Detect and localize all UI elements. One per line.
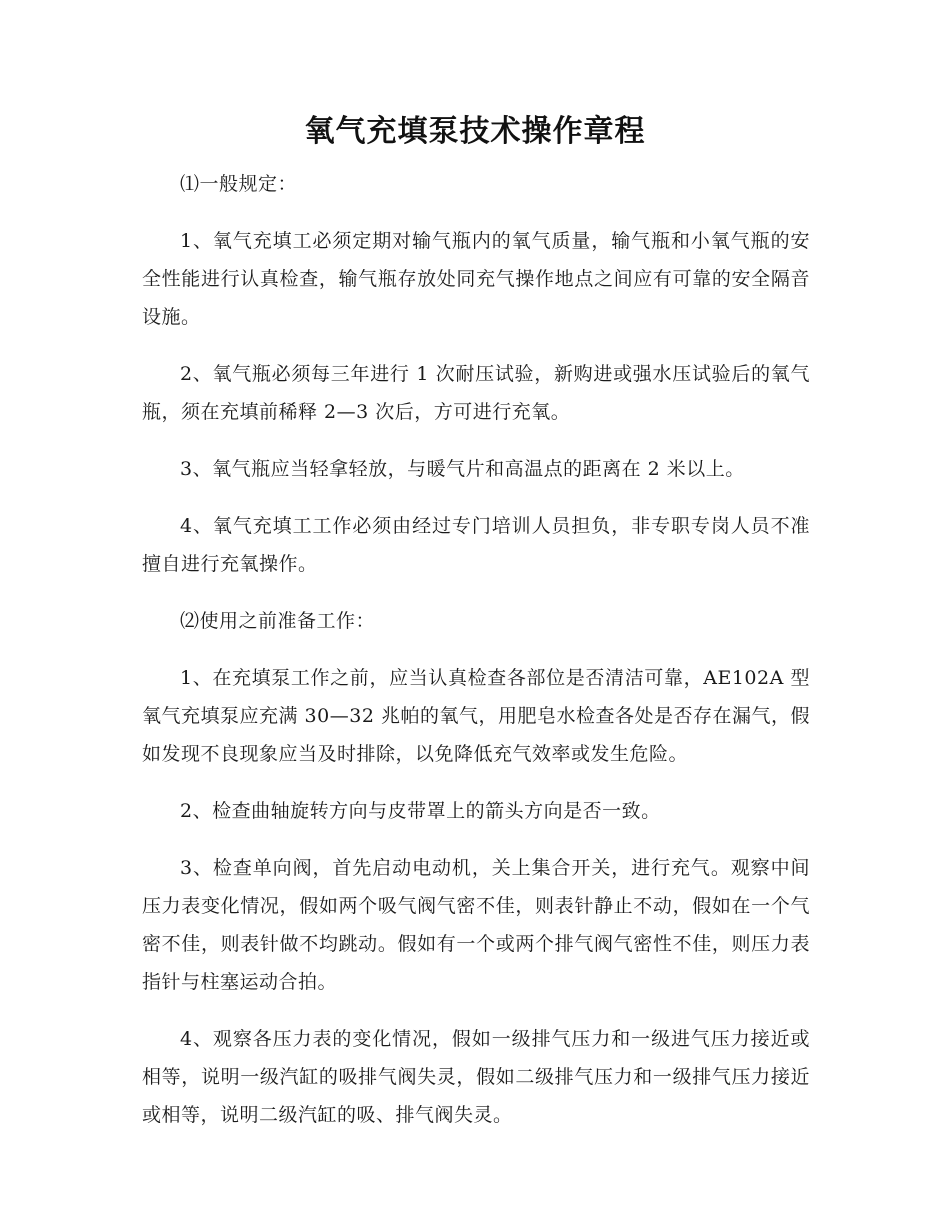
paragraph-prep-3: 3、检查单向阀，首先启动电动机，关上集合开关，进行充气。观察中间压力表变化情况，假如两个吸气阀气密不佳，则表针静止不动，假如在一个气密不佳，则表针做不均跳动。假如有一个或两个排气阀气密性不佳，则压力表指针与柱塞运动合拍。 — [142, 857, 810, 993]
section-heading-preparation: ⑵使用之前准备工作： — [180, 610, 376, 632]
document-body — [142, 165, 810, 1153]
document-title: 氧气充填泵技术操作章程 — [304, 114, 646, 149]
paragraph-prep-4: 4、观察各压力表的变化情况，假如一级排气压力和一级进气压力接近或相等，说明一级汽缸的吸排气阀失灵，假如二级排气压力和一级排气压力接近或相等，说明二级汽缸的吸、排气阀失灵。 — [142, 1028, 810, 1126]
paragraph-prep-1: 1、在充填泵工作之前，应当认真检查各部位是否清洁可靠，AE102A 型氧气充填泵应充满 30—32 兆帕的氧气，用肥皂水检查各处是否存在漏气，假如发现不良现象应当及时排除，以免降低充气效率或发生危险。 — [142, 667, 810, 765]
paragraph-general-3: 3、氧气瓶应当轻拿轻放，与暖气片和高温点的距离在 2 米以上。 — [180, 458, 745, 480]
section-heading-general: ⑴一般规定： — [180, 173, 298, 195]
paragraph-general-1: 1、氧气充填工必须定期对输气瓶内的氧气质量，输气瓶和小氧气瓶的安全性能进行认真检查，输气瓶存放处同充气操作地点之间应有可靠的安全隔音设施。 — [142, 230, 810, 328]
paragraph-general-4: 4、氧气充填工工作必须由经过专门培训人员担负，非专职专岗人员不准擅自进行充氧操作。 — [142, 515, 810, 575]
paragraph-general-2: 2、氧气瓶必须每三年进行 1 次耐压试验，新购进或强水压试验后的氧气瓶，须在充填前稀释 2—3 次后，方可进行充氧。 — [142, 363, 810, 423]
paragraph-prep-2: 2、检查曲轴旋转方向与皮带罩上的箭头方向是否一致。 — [180, 800, 661, 822]
